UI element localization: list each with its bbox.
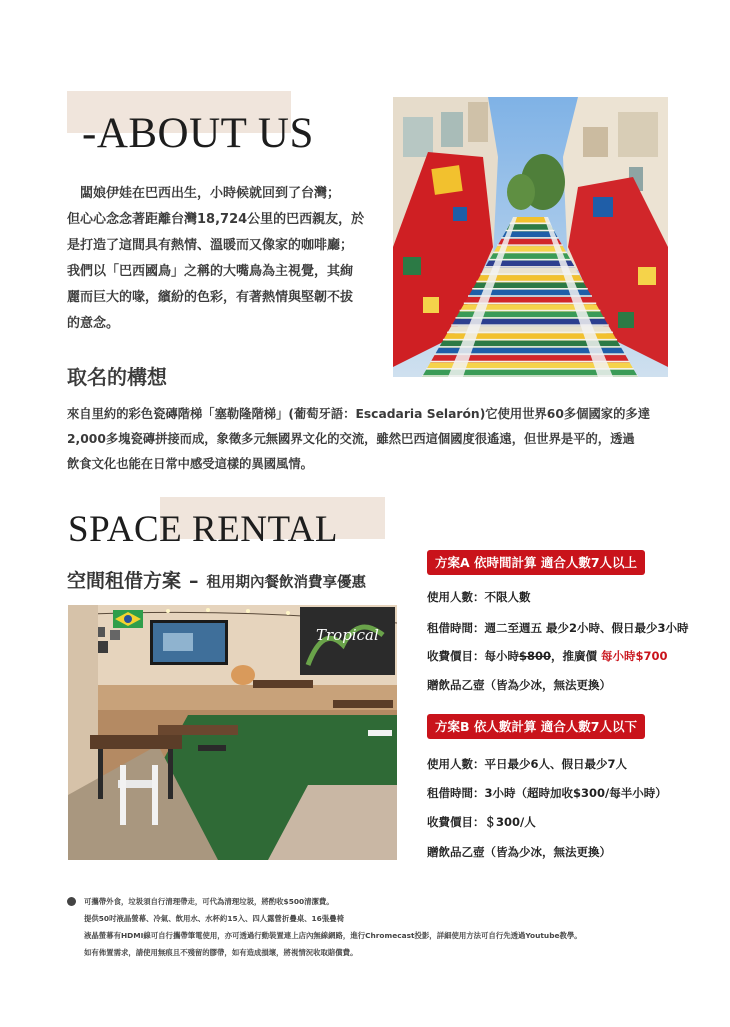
about-line: 我們以「巴西國鳥」之稱的大嘴鳥為主視覺，其絢 <box>67 264 354 279</box>
plan-a-people: 使用人數：不限人數 <box>427 590 531 604</box>
naming-line: 來自里約的彩色瓷磚階梯「塞勒隆階梯」(葡萄牙語：Escadaria Selarón)它使用世界60多個國家的多達 <box>67 407 650 421</box>
plan-b-drink: 贈飲品乙壺（皆為少冰，無法更換） <box>427 845 611 859</box>
plan-a-label: 方案A 依時間計算 適合人數7人以上 <box>427 550 645 575</box>
about-line: 的意念。 <box>67 316 120 331</box>
note-line: 可攜帶外食，垃圾須自行清理帶走，可代為清理垃圾，將酌收$500清潔費。 <box>84 897 334 906</box>
neon-sign-text: Tropical <box>316 626 379 644</box>
rental-subtitle <box>67 566 366 593</box>
note-line: 如有佈置需求，請使用無痕且不殘留的膠帶，如有造成損壞，將視情況收取賠償費。 <box>84 948 358 957</box>
escadaria-selaron-photo <box>393 97 668 377</box>
naming-line: 2,000多塊瓷磚拼接而成，象徵多元無國界文化的交流，雖然巴西這個國度很遙遠，但世界是平的，透過 <box>67 432 635 446</box>
naming-line: 飲食文化也能在日常中感受這樣的異國風情。 <box>67 457 313 471</box>
plan-b-people: 使用人數：平日最少6人、假日最少7人 <box>427 757 628 771</box>
about-line: 麗而巨大的喙，繽紛的色彩，有著熱情與堅韌不拔 <box>67 290 354 305</box>
rental-subtitle-detail: 租用期內餐飲消費享優惠 <box>206 575 367 591</box>
rental-subtitle-main: 空間租借方案 <box>67 570 182 592</box>
plan-a-price-new: 每小時$700 <box>601 649 668 663</box>
about-paragraph <box>67 181 367 337</box>
cafe-interior-photo <box>68 605 397 860</box>
bullet-icon <box>67 897 76 906</box>
naming-heading: 取名的構想 <box>67 365 167 389</box>
note-line: 提供50吋液晶螢幕、冷氣、飲用水、水杯約15入、四人露營折疊桌、16張疊椅 <box>84 914 344 923</box>
plan-b-label: 方案B 依人數計算 適合人數7人以下 <box>427 714 645 739</box>
rental-notes <box>67 893 667 961</box>
plan-b-price: 收費價目：＄300/人 <box>427 815 536 829</box>
plan-a-price-mid: ，推廣價 <box>551 649 602 663</box>
plan-a-time: 租借時間：週二至週五 最少2小時、假日最少3小時 <box>427 621 689 635</box>
space-rental-title: SPACE RENTAL <box>68 509 338 550</box>
note-line: 液晶螢幕有HDMI線可自行攜帶筆電使用，亦可透過行動裝置連上店內無線網路，進行Chromecast投影，詳細使用方法可自行先透過Youtube教學。 <box>84 931 582 940</box>
plan-a-drink: 贈飲品乙壺（皆為少冰，無法更換） <box>427 678 611 692</box>
rental-subtitle-separator: – <box>189 570 199 592</box>
about-line: 是打造了這間具有熱情、溫暖而又像家的咖啡廳； <box>67 238 354 253</box>
plan-b-time: 租借時間：3小時（超時加收$300/每半小時） <box>427 786 667 800</box>
plan-a-price-prefix: 收費價目：每小時 <box>427 649 519 663</box>
plan-a-price-old: $800 <box>519 649 552 663</box>
naming-paragraph <box>67 402 677 477</box>
about-line: 但心心念念著距離台灣18,724公里的巴西親友，於 <box>67 212 365 227</box>
about-title: -ABOUT US <box>82 110 314 157</box>
about-line: 闆娘伊娃在巴西出生，小時候就回到了台灣； <box>67 186 341 201</box>
plan-a-price <box>427 648 668 664</box>
